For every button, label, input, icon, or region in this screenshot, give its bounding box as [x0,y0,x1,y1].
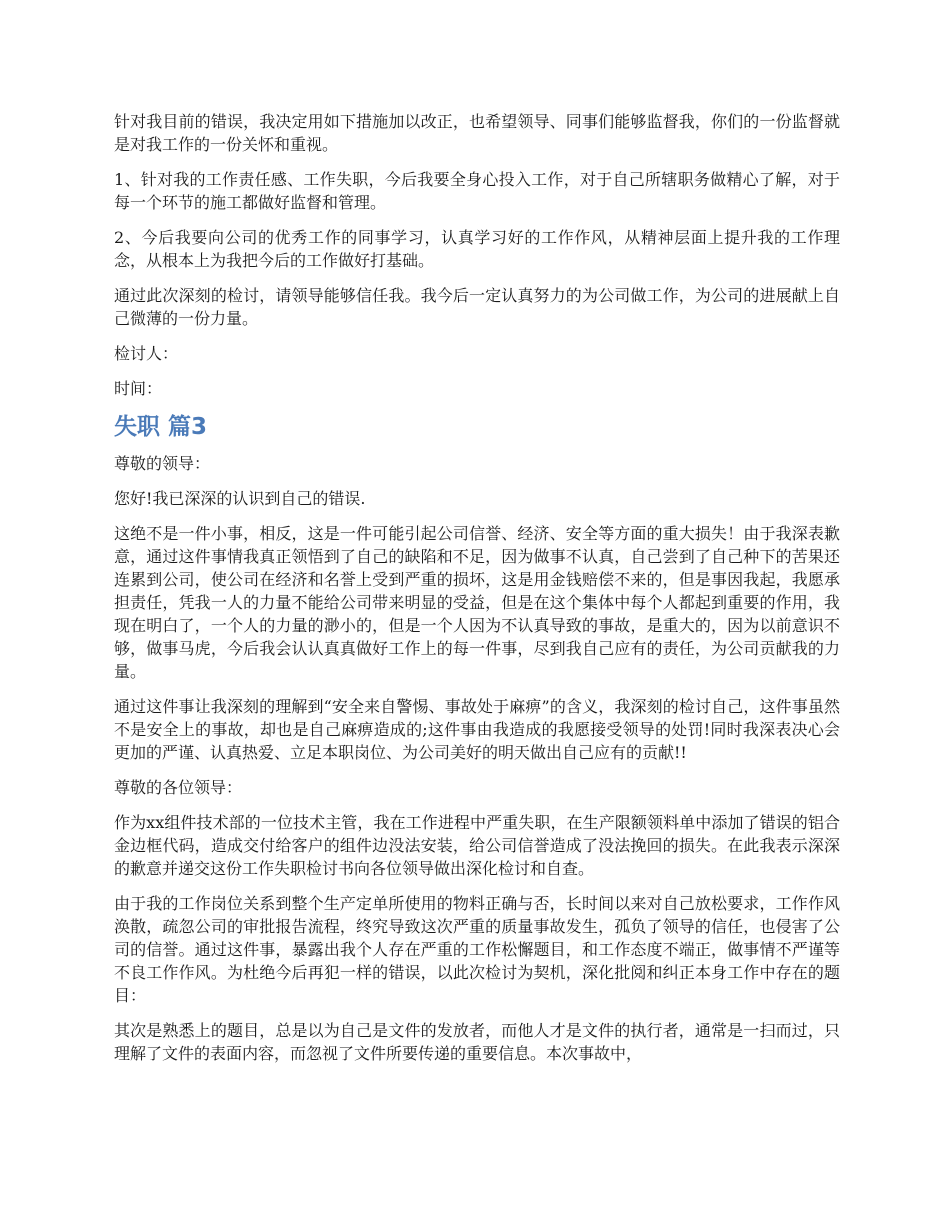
paragraph: 作为xx组件技术部的一位技术主管，我在工作进程中严重失职，在生产限额领料单中添加了错误的铝合金边框代码，造成交付给客户的组件边没法安装，给公司信誉造成了没法挽回的损失。在此我表示深深的歉意并递交这份工作失职检讨书向各位领导做出深化检讨和自查。 [114,813,840,878]
paragraph: 通过这件事让我深刻的理解到“安全来自警惕、事故处于麻痹”的含义，我深刻的检讨自己，这件事虽然不是安全上的事故，却也是自己麻痹造成的;这件事由我造成的我愿接受领导的处罚!同时我深表决心会更加的严谨、认真热爱、立足本职岗位、为公司美好的明天做出自己应有的贡献!! [114,697,840,762]
section-heading: 失职 篇3 [114,414,208,440]
paragraph: 由于我的工作岗位关系到整个生产定单所使用的物料正确与否，长时间以来对自己放松要求，工作作风涣散，疏忽公司的审批报告流程，终究导致这次严重的质量事故发生，孤负了领导的信任，也侵害了公司的信誉。通过这件事，暴露出我个人存在严重的工作松懈题目，和工作态度不端正，做事情不严谨等不良工作作风。为杜绝今后再犯一样的错误，以此次检讨为契机，深化批阅和纠正本身工作中存在的题目： [114,894,840,1005]
paragraph: 其次是熟悉上的题目，总是以为自己是文件的发放者，而他人才是文件的执行者，通常是一扫而过，只理解了文件的表面内容，而忽视了文件所要传递的重要信息。本次事故中， [114,1021,840,1063]
paragraph: 您好!我已深深的认识到自己的错误. [114,489,366,508]
paragraph: 这绝不是一件小事，相反，这是一件可能引起公司信誉、经济、安全等方面的重大损失！由于我深表歉意，通过这件事情我真正领悟到了自己的缺陷和不足，因为做事不认真，自己尝到了自己种下的苦果还连累到公司，使公司在经济和名誉上受到严重的损坏，这是用金钱赔偿不来的，但是事因我起，我愿承担责任，凭我一人的力量不能给公司带来明显的受益，但是在这个集体中每个人都起到重要的作用，我现在明白了，一个人的力量的渺小的，但是一个人因为不认真导致的事故，是重大的，因为以前意识不够，做事马虎，今后我会认认真真做好工作上的每一件事，尽到我自己应有的责任，为公司贡献我的力量。 [114,524,840,681]
salutation: 尊敬的领导： [114,454,211,473]
paragraph: 2、今后我要向公司的优秀工作的同事学习，认真学习好的工作作风，从精神层面上提升我的工作理念，从根本上为我把今后的工作做好打基础。 [114,228,840,270]
paragraph: 针对我目前的错误，我决定用如下措施加以改正，也希望领导、同事们能够监督我，你们的一份监督就是对我工作的一份关怀和重视。 [114,112,840,154]
paragraph: 1、针对我的工作责任感、工作失职，今后我要全身心投入工作，对于自己所辖职务做精心了解，对于每一个环节的施工都做好监督和管理。 [114,170,840,212]
paragraph: 通过此次深刻的检讨，请领导能够信任我。我今后一定认真努力的为公司做工作，为公司的进展献上自己微薄的一份力量。 [114,286,840,328]
document-body [114,110,840,1077]
signature-label: 检讨人： [114,344,179,363]
date-label: 时间： [114,379,163,398]
salutation: 尊敬的各位领导： [114,778,243,797]
